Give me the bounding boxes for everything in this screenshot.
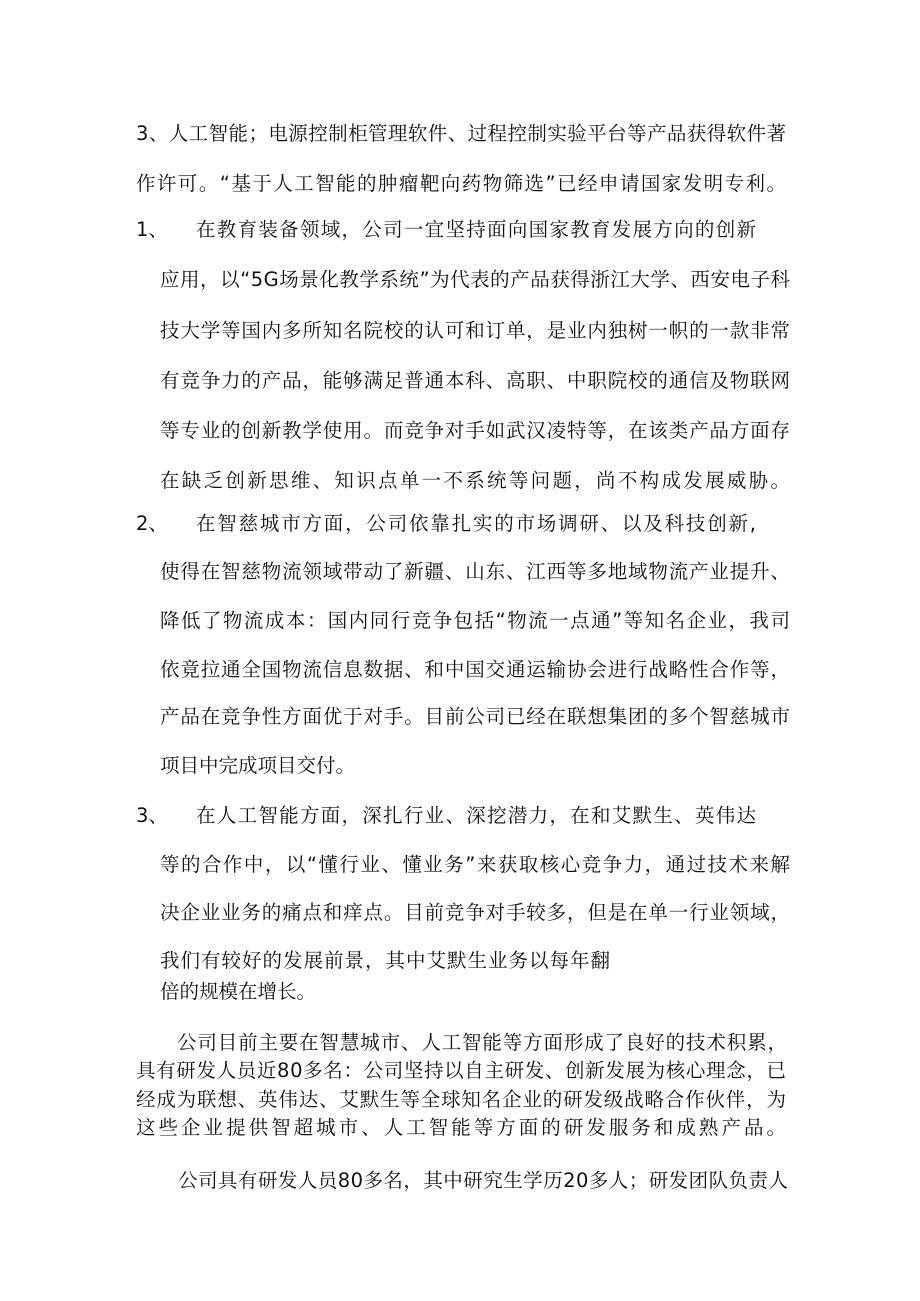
item-2-line-6: 项目中完成项目交付。 [160,754,356,777]
item-2-line-2: 使得在智慈物流领域带动了新疆、山东、江西等多地域物流产业提升、 [160,560,791,583]
item-3-line-1: 在人工智能方面，深扎行业、深挖潜力，在和艾默生、英伟达 [196,804,758,827]
item-1-line-5: 等专业的创新教学使用。而竞争对手如武汉凌特等，在该类产品方面存 [160,419,791,442]
item-1-line-2: 应用，以“5G场景化教学系统”为代表的产品获得浙江大学、西安电子科 [160,268,791,291]
item-1-line-1: 在教育装备领域，公司一宜坚持面向国家教育发展方向的创新 [196,218,758,241]
item-3-line-4: 我们有较好的发展前景，其中艾默生业务以每年翻 [160,949,611,972]
item-3-line-5: 倍的规模在增长。 [160,980,317,1003]
summary-line-4: 这些企业提供智超城市、人工智能等方面的研发服务和成熟产品。 [136,1116,790,1139]
item-3-number: 3、 [136,804,168,827]
summary-line-3: 经成为联想、英伟达、艾默生等全球知名企业的研发级战略合作伙伴，为 [136,1088,787,1111]
summary-line-1: 公司目前主要在智慧城市、人工智能等方面形成了良好的技术积累， [177,1031,788,1054]
item-2-line-3: 降低了物流成本：国内同行竞争包括“物流一点通”等知名企业，我司 [160,609,792,632]
item-1-line-4: 有竞争力的产品，能够满足普通本科、高职、中职院校的通信及物联网 [160,369,791,392]
item-2-line-4: 依竟拉通全国物流信息数据、和中国交通运输协会进行战略性合作等， [160,658,791,681]
item-1-line-3: 技大学等国内多所知名院校的认可和订单，是业内独树一帜的一款非常 [160,319,791,342]
last-paragraph-line-1: 公司具有研发人员80多名，其中研究生学历20多人；研发团队负责人 [178,1169,789,1192]
item-3-line-3: 决企业业务的痛点和痒点。目前竞争对手较多，但是在单一行业领域， [160,901,791,924]
summary-line-2: 具有研发人员近80多名：公司坚持以自主研发、创新发展为核心理念，已 [136,1059,787,1082]
item-2-line-1: 在智慈城市方面，公司依靠扎实的市场调研、以及科技创新, [196,512,758,535]
item-3-line-2: 等的合作中，以“懂行业、懂业务”来获取核心竞争力，通过技术来解 [160,853,792,876]
intro-line-2: 作许可。“基于人工智能的肿瘤靶向药物筛选”已经申请国家发明专利。 [136,172,788,195]
item-2-number: 2、 [136,512,168,535]
item-1-line-6: 在缺乏创新思维、知识点单一不系统等问题，尚不构成发展威胁。 [160,469,793,492]
item-2-line-5: 产品在竞争性方面优于对手。目前公司已经在联想集团的多个智慈城市 [160,705,791,728]
intro-line-1: 3、人工智能；电源控制柜管理软件、过程控制实验平台等产品获得软件著 [136,122,787,145]
item-1-number: 1、 [136,218,168,241]
